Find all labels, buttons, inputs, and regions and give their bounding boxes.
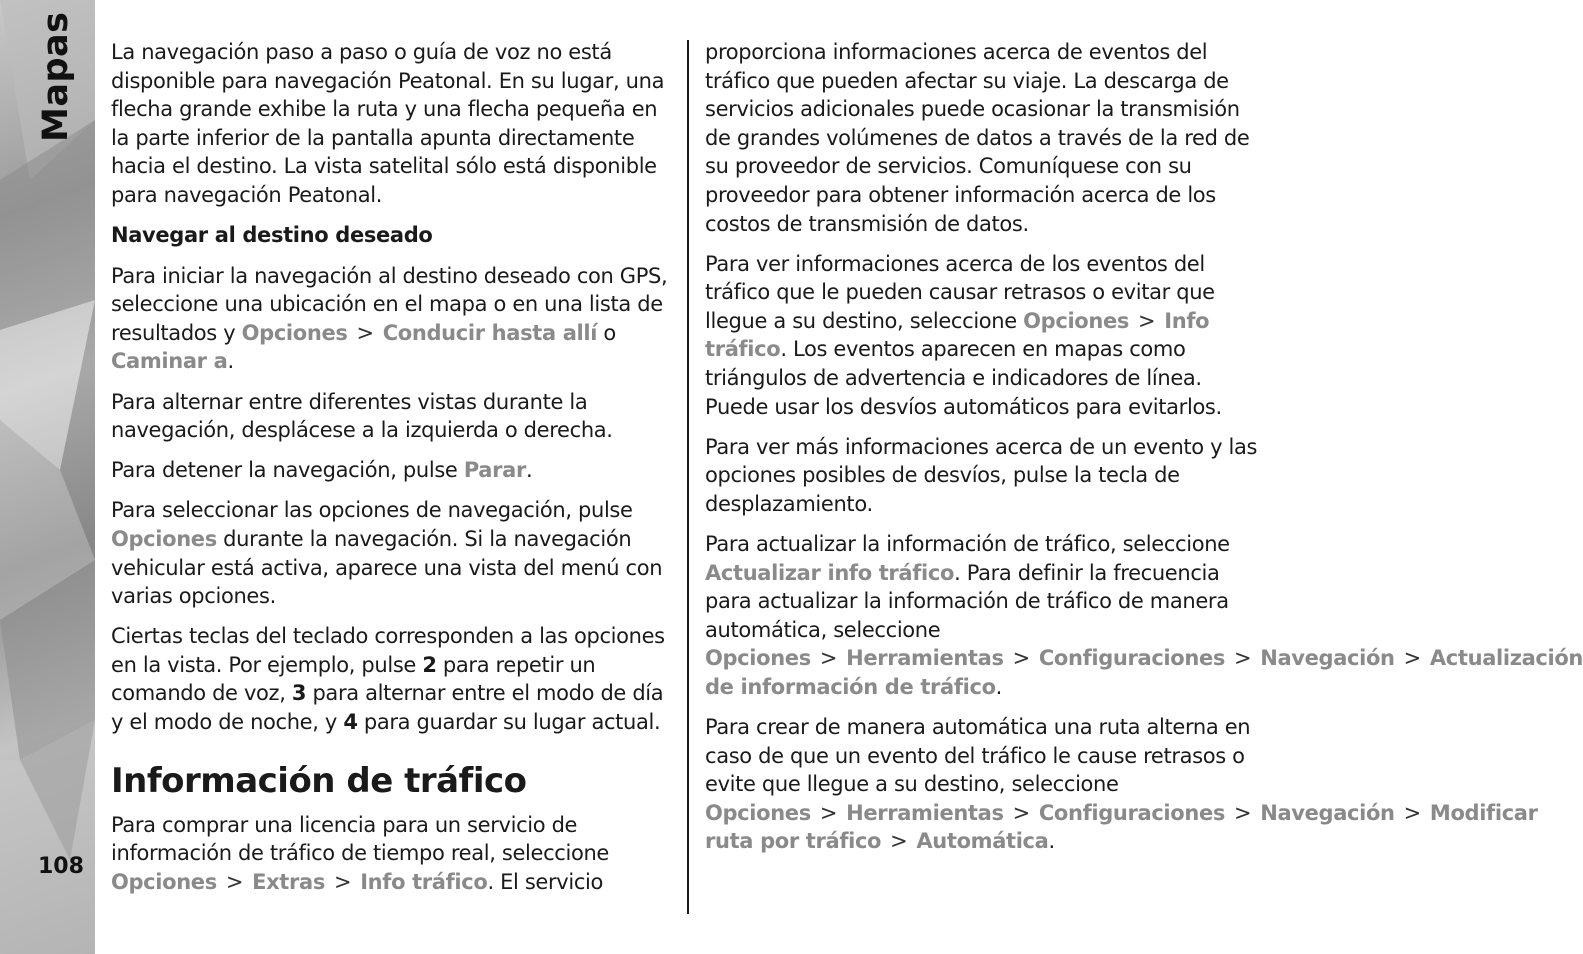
menu-path-parar: Parar — [463, 458, 526, 483]
subheading-navigate: Navegar al destino deseado — [111, 223, 433, 248]
path-separator: > — [333, 869, 352, 894]
menu-path-herramientas: Herramientas — [846, 800, 1004, 825]
menu-path-info-trafico: Info tráfico — [360, 869, 488, 894]
right-column — [705, 38, 1583, 868]
paragraph-walking-nav: La navegación paso a paso o guía de voz no está disponible para navegación Peatonal. En su lugar, una flecha grande exhibe la ruta y una flecha pequeña en la parte inferior de la pantalla apunta directamente hacia el destino. La vista satelital sólo está disponible para navegación Peatonal. — [111, 40, 665, 207]
paragraph-nav-options — [111, 496, 677, 610]
text: Para seleccionar las opciones de navegación, pulse — [111, 498, 633, 523]
menu-path-opciones: Opciones — [705, 800, 811, 825]
menu-path-navegacion: Navegación — [1260, 800, 1395, 825]
menu-path-modificar-ruta: Modificar ruta por tráfico — [705, 800, 1538, 854]
path-separator: > — [1138, 308, 1156, 333]
menu-path-actualizacion: Actualización de información de tráfico — [705, 646, 1583, 699]
text: . — [525, 458, 533, 483]
text: . — [1048, 829, 1055, 854]
menu-path-automatica: Automática — [916, 829, 1049, 854]
column-divider — [687, 40, 689, 914]
path-separator: > — [1234, 646, 1252, 671]
side-tab — [0, 0, 95, 954]
left-column — [111, 38, 677, 908]
text: Para comprar una licencia para un servicio de información de tráfico de tiempo real, seleccione — [111, 812, 609, 866]
text: durante la navegación. Si la navegación vehicular está activa, aparece una vista del menú con varias opciones. — [111, 526, 663, 609]
paragraph-service-info: proporciona informaciones acerca de eventos del tráfico que pueden afectar su viaje. La descarga de servicios adicionales puede ocasionar la transmisión de grandes volúmenes de datos a través de la red de su proveedor de servicios. Comuníquese con su proveedor para obtener información acerca de los costos de transmisión de datos. — [705, 40, 1250, 236]
menu-path-configuraciones: Configuraciones — [1038, 646, 1225, 671]
paragraph-event-details: Para ver más informaciones acerca de un evento y las opciones posibles de desvíos, pulse la tecla de desplazamiento. — [705, 434, 1258, 516]
text: Para crear de manera automática una ruta alterna en caso de que un evento del tráfico le cause retrasos o evite que llegue a su destino, seleccione — [705, 715, 1251, 797]
paragraph-traffic-license — [111, 811, 677, 897]
menu-path-info-trafico: Info tráfico — [705, 308, 1210, 362]
menu-path-opciones: Opciones — [1023, 308, 1130, 333]
menu-path-opciones: Opciones — [111, 869, 217, 894]
paragraph-switch-views: Para alternar entre diferentes vistas durante la navegación, desplácese a la izquierda o derecha. — [111, 389, 613, 443]
page-number: 108 — [38, 854, 84, 879]
menu-path-configuraciones: Configuraciones — [1038, 800, 1225, 825]
menu-path-actualizar: Actualizar info tráfico — [705, 560, 955, 585]
section-title-traffic: Información de tráfico — [111, 760, 527, 801]
key-3: 3 — [291, 681, 307, 706]
menu-path-caminar: Caminar a — [111, 349, 228, 374]
text: o — [597, 320, 616, 345]
path-separator: > — [1403, 800, 1421, 825]
path-separator: > — [1403, 646, 1421, 671]
menu-path-opciones: Opciones — [241, 320, 348, 345]
text: Para actualizar la información de tráfico, seleccione — [705, 532, 1230, 556]
paragraph-keys — [111, 622, 677, 736]
path-separator: > — [890, 829, 908, 854]
text: . — [227, 349, 234, 374]
text: . Los eventos aparecen en mapas como triángulos de advertencia e indicadores de línea. Puede usar los desvíos automáticos para evitarlos. — [705, 337, 1222, 419]
menu-path-conducir: Conducir hasta allí — [382, 320, 598, 345]
path-separator: > — [225, 869, 244, 894]
menu-path-opciones: Opciones — [111, 526, 217, 551]
path-separator: > — [1012, 646, 1030, 671]
chapter-title: Mapas — [36, 11, 76, 142]
path-separator: > — [1012, 800, 1030, 825]
path-separator: > — [1234, 800, 1252, 825]
paragraph-start-nav — [111, 262, 677, 376]
text: Ciertas teclas del teclado corresponden a las opciones en la vista. Por ejemplo, pulse — [111, 624, 665, 677]
path-separator: > — [819, 800, 838, 825]
menu-path-extras: Extras — [252, 869, 325, 894]
paragraph-alternate-route — [705, 713, 1538, 856]
path-separator: > — [819, 646, 838, 671]
paragraph-stop-nav — [111, 456, 677, 485]
path-separator: > — [356, 320, 374, 345]
key-2: 2 — [422, 652, 437, 677]
text: . El servicio — [487, 869, 604, 894]
text: . — [995, 674, 1002, 699]
paragraph-update-traffic — [705, 530, 1583, 702]
text: para alternar entre el modo de día y el modo de noche, y — [111, 681, 664, 734]
menu-path-opciones: Opciones — [705, 646, 811, 671]
faceted-background-graphic — [0, 0, 95, 954]
menu-path-navegacion: Navegación — [1260, 646, 1395, 671]
text: Para ver informaciones acerca de los eventos del tráfico que le pueden causar retrasos o evitar que llegue a su destino, seleccione — [705, 251, 1215, 333]
text: para repetir un comando de voz, — [111, 652, 596, 706]
text: Para iniciar la navegación al destino deseado con GPS, seleccione una ubicación en el mapa o en una lista de resultados y — [111, 263, 668, 345]
menu-path-herramientas: Herramientas — [846, 646, 1004, 671]
text: Para detener la navegación, pulse — [111, 458, 464, 483]
key-4: 4 — [343, 709, 358, 734]
paragraph-traffic-events — [705, 250, 1270, 422]
text: . Para definir la frecuencia para actualizar la información de tráfico de manera automática, seleccione — [705, 560, 1229, 642]
text: para guardar su lugar actual. — [357, 709, 661, 734]
